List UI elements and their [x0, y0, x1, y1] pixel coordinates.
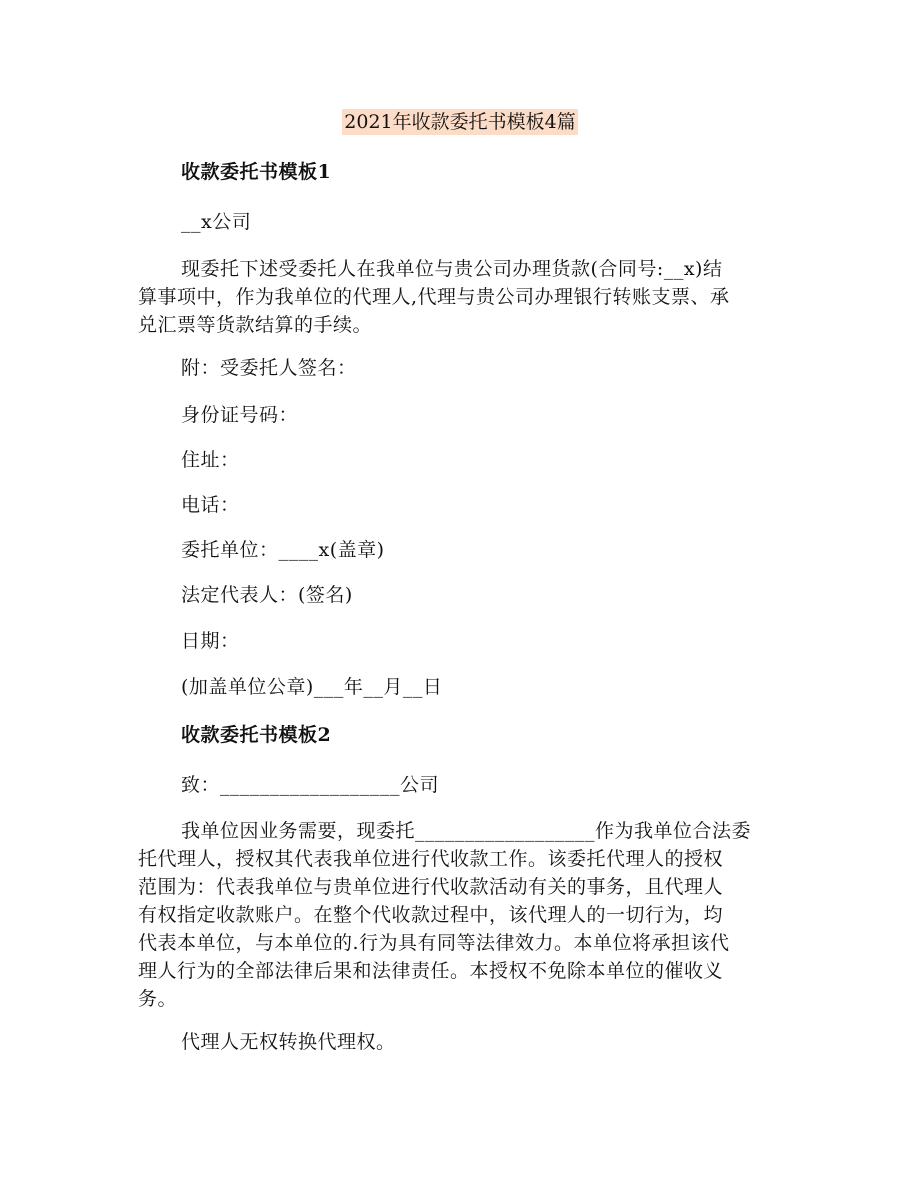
section1-addressee: __x公司 — [181, 211, 252, 233]
section1-entrusting-unit: 委托单位：____x(盖章) — [181, 539, 385, 561]
section1-id-number: 身份证号码： — [181, 404, 299, 426]
document-title-text: 2021年收款委托书模板4篇 — [344, 111, 576, 133]
section1-seal-date: (加盖单位公章)___年__月__日 — [181, 676, 443, 698]
section2-to: 致：__________________公司 — [181, 774, 440, 796]
section2-body-line4: 有权指定收款账户。在整个代收款过程中，该代理人的一切行为，均 — [138, 904, 724, 926]
document-title — [0, 108, 920, 136]
section1-body-line3: 兑汇票等货款结算的手续。 — [138, 314, 373, 336]
section2-body-line5: 代表本单位，与本单位的.行为具有同等法律效力。本单位将承担该代 — [138, 932, 730, 954]
section1-body-line2: 算事项中，作为我单位的代理人,代理与贵公司办理银行转账支票、承 — [138, 286, 730, 308]
section1-legal-rep: 法定代表人：(签名) — [181, 584, 353, 606]
section1-heading: 收款委托书模板1 — [181, 161, 332, 183]
section2-body-line7: 务。 — [138, 988, 178, 1010]
section1-body-line1: 现委托下述受委托人在我单位与贵公司办理货款(合同号:__x)结 — [181, 258, 723, 280]
section2-no-transfer: 代理人无权转换代理权。 — [181, 1031, 396, 1053]
section2-body-line2: 托代理人，授权其代表我单位进行代收款工作。该委托代理人的授权 — [138, 848, 724, 870]
section2-heading: 收款委托书模板2 — [181, 724, 332, 746]
section2-body-line6: 理人行为的全部法律后果和法律责任。本授权不免除本单位的催收义 — [138, 960, 724, 982]
section1-phone: 电话： — [181, 494, 240, 516]
section1-attach: 附：受委托人签名： — [181, 357, 357, 379]
section2-body-line1: 我单位因业务需要，现委托__________________作为我单位合法委 — [181, 820, 752, 842]
section2-body-line3: 范围为：代表我单位与贵单位进行代收款活动有关的事务，且代理人 — [138, 876, 724, 898]
section1-address: 住址： — [181, 449, 240, 471]
section1-date: 日期： — [181, 630, 240, 652]
